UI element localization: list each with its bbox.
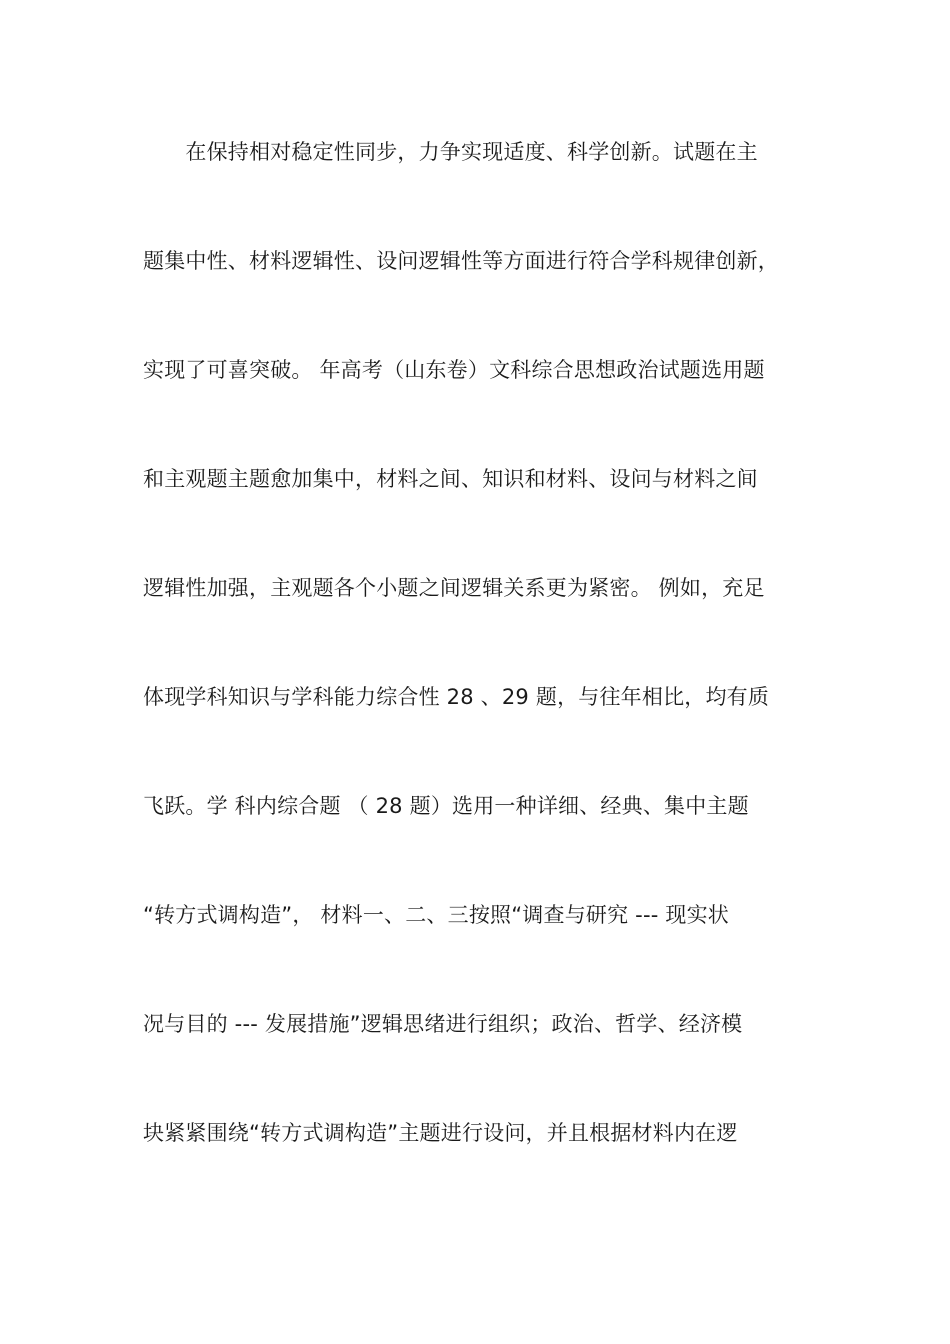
paragraph-line-1: 在保持相对稳定性同步，力争实现适度、科学创新。试题在主: [143, 140, 758, 164]
paragraph-line-5: 逻辑性加强，主观题各个小题之间逻辑关系更为紧密。 例如，充足: [143, 576, 765, 600]
paragraph-line-6: 体现学科知识与学科能力综合性 28 、29 题，与往年相比，均有质: [143, 685, 770, 709]
paragraph-line-10: 块紧紧围绕“转方式调构造”主题进行设问，并且根据材料内在逻: [143, 1121, 738, 1145]
paragraph-line-4: 和主观题主题愈加集中，材料之间、知识和材料、设问与材料之间: [143, 467, 758, 491]
paragraph-line-9: 况与目的 --- 发展措施”逻辑思绪进行组织；政治、哲学、经济模: [143, 1012, 743, 1036]
paragraph-line-2: 题集中性、材料逻辑性、设问逻辑性等方面进行符合学科规律创新，: [143, 249, 779, 273]
paragraph-line-7: 飞跃。学 科内综合题 （ 28 题）选用一种详细、经典、集中主题: [143, 794, 749, 818]
paragraph-line-8: “转方式调构造”， 材料一、二、三按照“调查与研究 --- 现实状: [143, 903, 729, 927]
paragraph-line-3: 实现了可喜突破。 年高考（山东卷）文科综合思想政治试题选用题: [143, 358, 765, 382]
